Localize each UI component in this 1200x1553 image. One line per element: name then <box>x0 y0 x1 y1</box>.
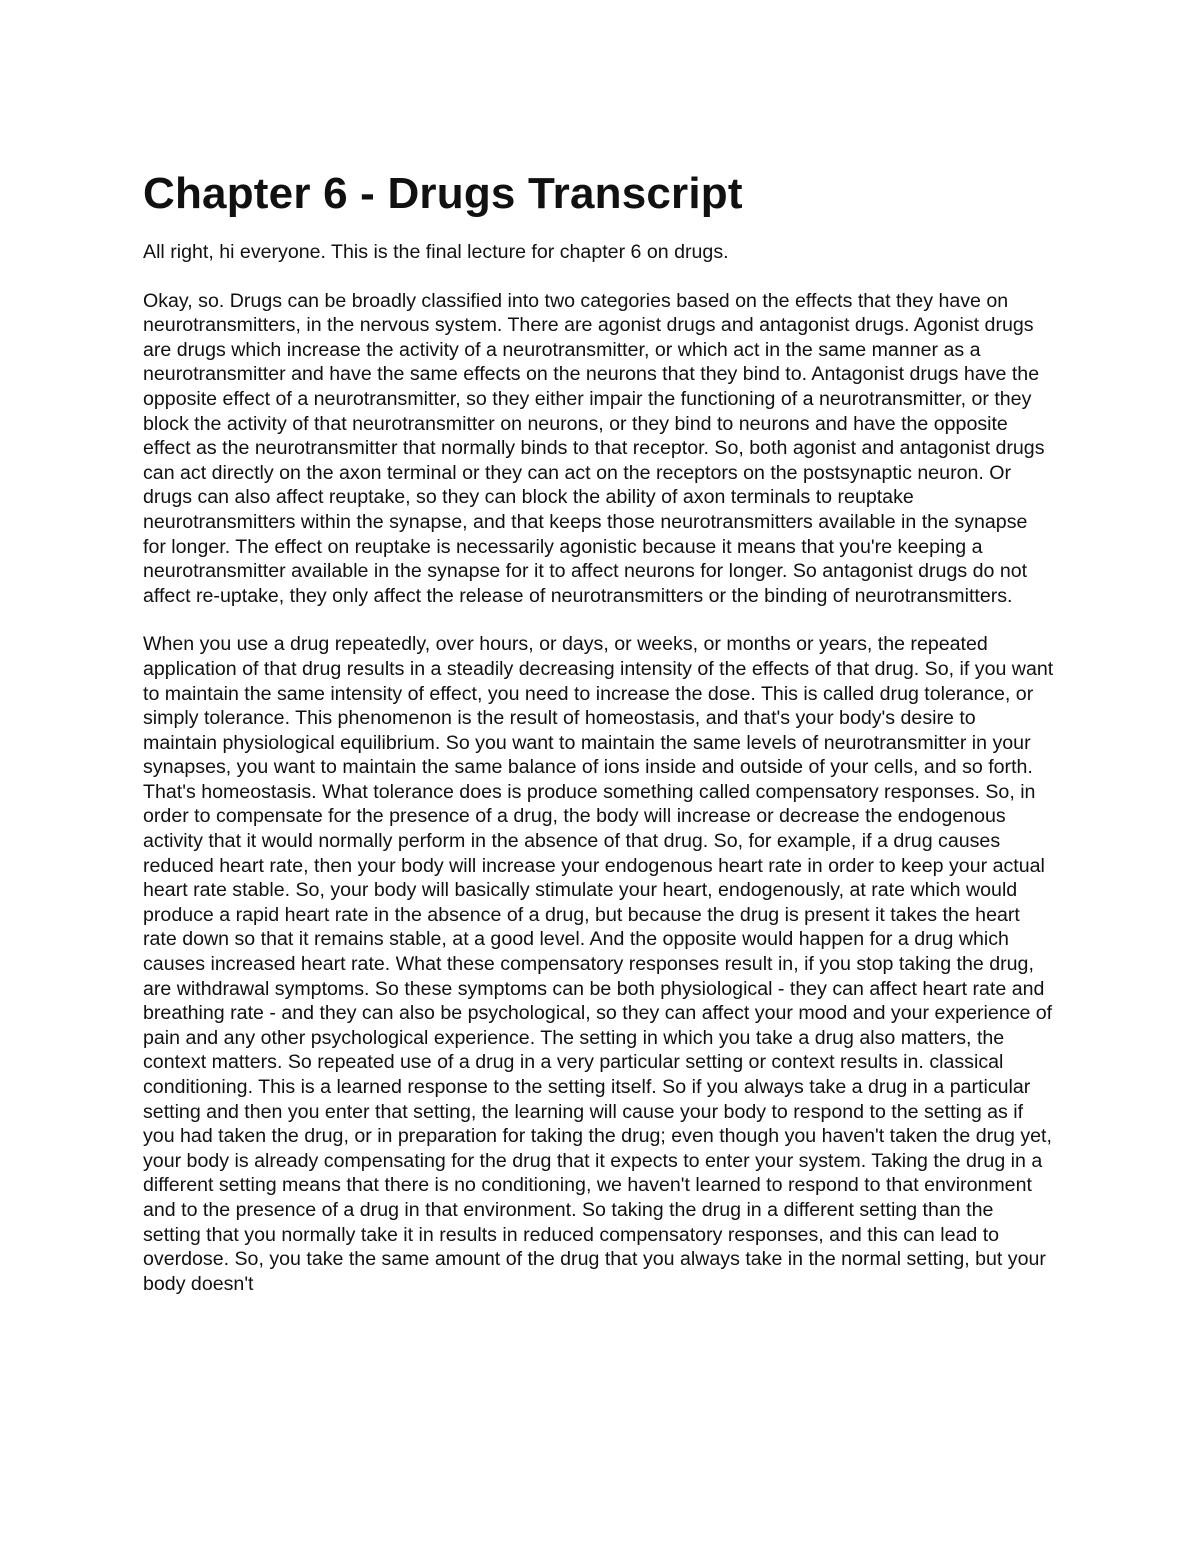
document-body <box>143 168 1055 1296</box>
document-title: Chapter 6 - Drugs Transcript <box>143 169 743 218</box>
paragraph-drug-classification: Okay, so. Drugs can be broadly classified into two categories based on the effects that they have on neurotransmitters, in the nervous system. There are agonist drugs and antagonist drugs. Agonist drugs are drugs which increase the activity of a neurotransmitter, or which act in the same manner as a neurotransmitter and have the same effects on the neurons that they bind to. Antagonist drugs have the opposite effect of a neurotransmitter, so they either impair the functioning of a neurotransmitter, or they block the activity of that neurotransmitter on neurons, or they bind to neurons and have the opposite effect as the neurotransmitter that normally binds to that receptor. So, both agonist and antagonist drugs can act directly on the axon terminal or they can act on the receptors on the postsynaptic neuron. Or drugs can also affect reuptake, so they can block the ability of axon terminals to reuptake neurotransmitters within the synapse, and that keeps those neurotransmitters available in the synapse for longer. The effect on reuptake is necessarily agonistic because it means that you're keeping a neurotransmitter available in the synapse for it to affect neurons for longer. So antagonist drugs do not affect re-uptake, they only affect the release of neurotransmitters or the binding of neurotransmitters. <box>143 289 1045 607</box>
paragraph-intro: All right, hi everyone. This is the final lecture for chapter 6 on drugs. <box>143 241 729 263</box>
paragraph-tolerance: When you use a drug repeatedly, over hours, or days, or weeks, or months or years, the repeated application of that drug results in a steadily decreasing intensity of the effects of that drug. So, if you want to maintain the same intensity of effect, you need to increase the dose. This is called drug tolerance, or simply tolerance. This phenomenon is the result of homeostasis, and that's your body's desire to maintain physiological equilibrium. So you want to maintain the same levels of neurotransmitter in your synapses, you want to maintain the same balance of ions inside and outside of your cells, and so forth. That's homeostasis. What tolerance does is produce something called compensatory responses. So, in order to compensate for the presence of a drug, the body will increase or decrease the endogenous activity that it would normally perform in the absence of that drug. So, for example, if a drug causes reduced heart rate, then your body will increase your endogenous heart rate in order to keep your actual heart rate stable. So, your body will basically stimulate your heart, endogenously, at rate which would produce a rapid heart rate in the absence of a drug, but because the drug is present it takes the heart rate down so that it remains stable, at a good level. And the opposite would happen for a drug which causes increased heart rate. What these compensatory responses result in, if you stop taking the drug, are withdrawal symptoms. So these symptoms can be both physiological - they can affect heart rate and breathing rate - and they can also be psychological, so they can affect your mood and your experience of pain and any other psychological experience. The setting in which you take a drug also matters, the context matters. So repeated use of a drug in a very particular setting or context results in. classical conditioning. This is a learned response to the setting itself. So if you always take a drug in a particular setting and then you enter that setting, the learning will cause your body to respond to the setting as if you had taken the drug, or in preparation for taking the drug; even though you haven't taken the drug yet, your body is already compensating for the drug that it expects to enter your system. Taking the drug in a different setting means that there is no conditioning, we haven't learned to respond to that environment and to the presence of a drug in that environment. So taking the drug in a different setting than the setting that you normally take it in results in reduced compensatory responses, and this can lead to overdose. So, you take the same amount of the drug that you always take in the normal setting, but your body doesn't <box>143 633 1054 1295</box>
